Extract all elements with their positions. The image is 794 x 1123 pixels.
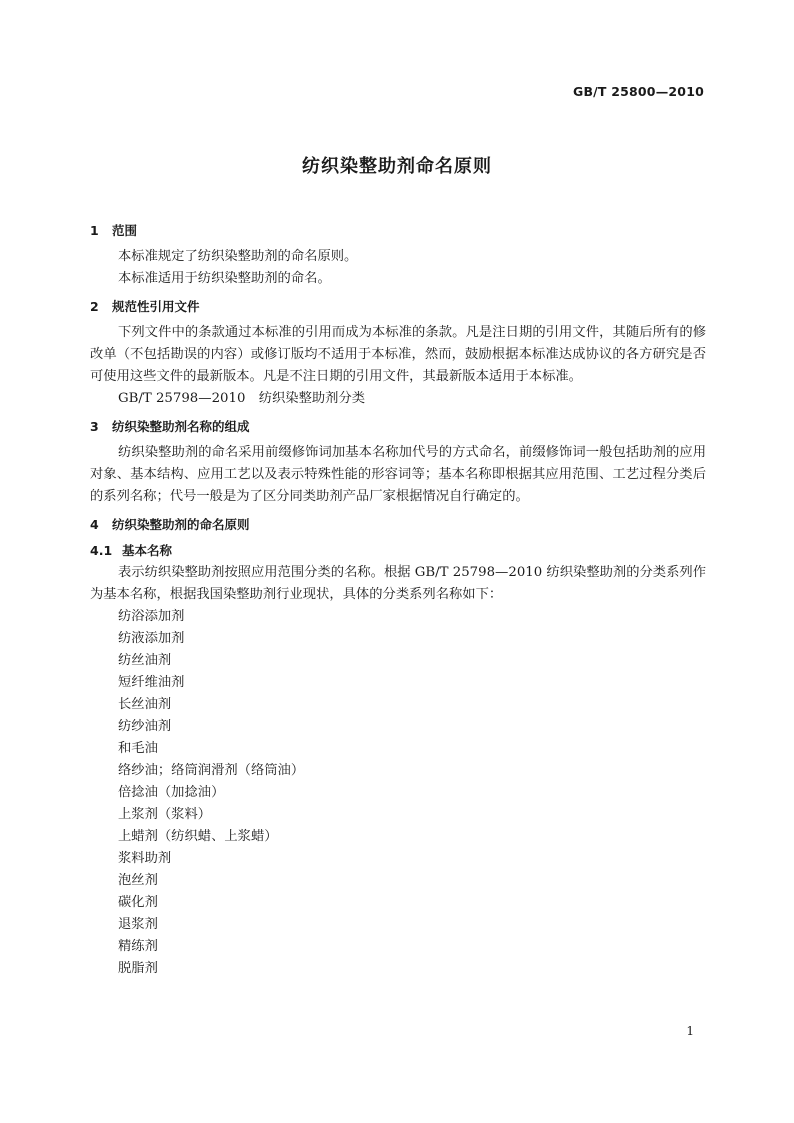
- document-body: [90, 220, 706, 980]
- reference-entry: GB/T 25798—2010 纺织染整助剂分类: [118, 391, 366, 406]
- category-name-list: [90, 606, 706, 980]
- list-item: 泡丝剂: [118, 873, 158, 888]
- standard-code: GB/T 25800—2010: [572, 84, 704, 99]
- section-title: 范围: [112, 223, 138, 238]
- section-3-heading: [90, 416, 706, 438]
- basic-name-paragraph: 表示纺织染整助剂按照应用范围分类的名称。根据 GB/T 25798—2010 纺织染整助剂的分类系列作为基本名称，根据我国染整助剂行业现状，具体的分类系列名称如下：: [90, 565, 706, 602]
- list-item: 纺纱油剂: [118, 719, 172, 734]
- subsection-number: 4.1: [90, 543, 113, 558]
- list-item: 纺浴添加剂: [118, 609, 185, 624]
- list-item: 和毛油: [118, 741, 158, 756]
- list-item: 碳化剂: [118, 895, 158, 910]
- list-item: 上蜡剂（纺织蜡、上浆蜡）: [118, 829, 278, 844]
- list-item: 浆料助剂: [118, 851, 172, 866]
- list-item: 长丝油剂: [118, 697, 172, 712]
- scope-line: 本标准适用于纺织染整助剂的命名。: [118, 271, 331, 286]
- list-item: 络纱油；络筒润滑剂（络筒油）: [118, 763, 305, 778]
- list-item: 倍捻油（加捻油）: [118, 785, 225, 800]
- section-number: 3: [90, 419, 99, 434]
- document-title: 纺织染整助剂命名原则: [302, 156, 492, 177]
- name-composition-paragraph: 纺织染整助剂的命名采用前缀修饰词加基本名称加代号的方式命名，前缀修饰词一般包括助剂的应用对象、基本结构、应用工艺以及表示特殊性能的形容词等；基本名称即根据其应用范围、工艺过程分类后的系列名称；代号一般是为了区分同类助剂产品厂家根据情况自行确定的。: [90, 445, 706, 504]
- section-title: 纺织染整助剂名称的组成: [112, 419, 250, 434]
- list-item: 脱脂剂: [118, 961, 158, 976]
- section-number: 1: [90, 223, 99, 238]
- section-number: 2: [90, 299, 99, 314]
- section-title: 纺织染整助剂的命名原则: [112, 517, 250, 532]
- list-item: 纺液添加剂: [118, 631, 185, 646]
- list-item: 上浆剂（浆料）: [118, 807, 212, 822]
- section-4-heading: [90, 514, 706, 536]
- section-title: 规范性引用文件: [112, 299, 200, 314]
- normative-references-paragraph: 下列文件中的条款通过本标准的引用而成为本标准的条款。凡是注日期的引用文件，其随后所有的修改单（不包括勘误的内容）或修订版均不适用于本标准，然而，鼓励根据本标准达成协议的各方研究是否可使用这些文件的最新版本。凡是不注日期的引用文件，其最新版本适用于本标准。: [90, 325, 706, 384]
- list-item: 精练剂: [118, 939, 158, 954]
- subsection-4-1-heading: [90, 540, 706, 562]
- section-number: 4: [90, 517, 99, 532]
- list-item: 纺丝油剂: [118, 653, 172, 668]
- page-number: 1: [686, 1024, 694, 1038]
- section-2-heading: [90, 296, 706, 318]
- list-item: 退浆剂: [118, 917, 158, 932]
- scope-line: 本标准规定了纺织染整助剂的命名原则。: [118, 249, 358, 264]
- list-item: 短纤维油剂: [118, 675, 185, 690]
- section-1-heading: [90, 220, 706, 242]
- subsection-title: 基本名称: [122, 543, 173, 558]
